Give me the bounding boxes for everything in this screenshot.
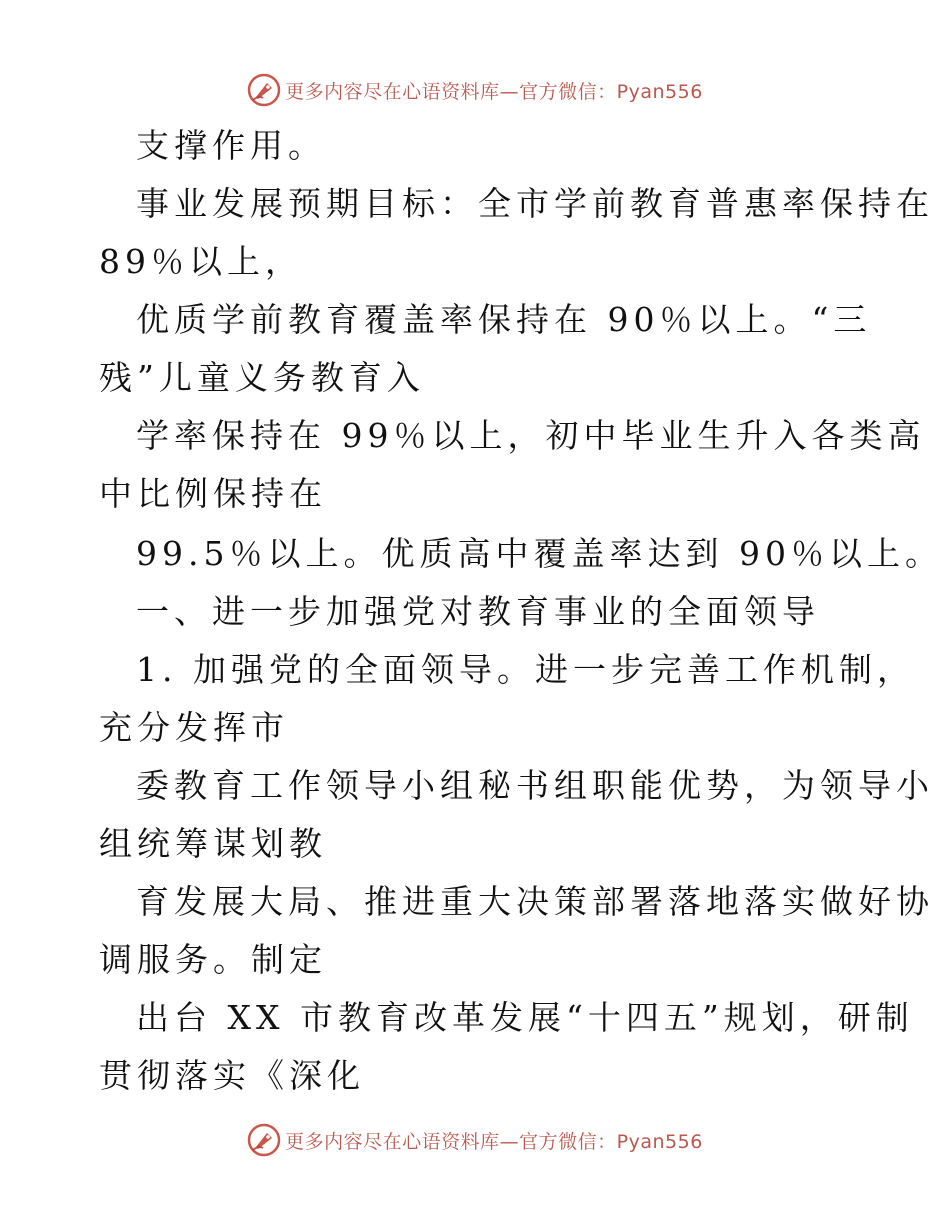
pen-nib-seal-icon <box>247 1123 281 1157</box>
text-line: 优质学前教育覆盖率保持在 90％以上。“三 <box>136 300 872 339</box>
text-line: 组统筹谋划教 <box>99 824 327 863</box>
text-line: 残”儿童义务教育入 <box>99 358 425 397</box>
watermark-text: 更多内容尽在心语资料库—官方微信：Pyan556 <box>285 80 703 103</box>
pen-nib-seal-icon <box>247 73 281 107</box>
text-line: 学率保持在 99％以上，初中毕业生升入各类高 <box>136 416 926 455</box>
text-line: 出台 XX 市教育改革发展“十四五”规划，研制 <box>136 998 914 1037</box>
text-line: 99.5％以上。优质高中覆盖率达到 90％以上。 <box>136 534 943 573</box>
text-line: 89％以上， <box>99 242 303 281</box>
footer-watermark <box>0 1120 950 1160</box>
text-line: 事业发展预期目标：全市学前教育普惠率保持在 <box>136 184 934 223</box>
text-line: 贯彻落实《深化 <box>99 1056 365 1095</box>
text-line: 1. 加强党的全面领导。进一步完善工作机制， <box>136 650 915 689</box>
header-watermark <box>0 70 950 110</box>
text-line: 调服务。制定 <box>99 940 327 979</box>
text-line: 支撑作用。 <box>136 126 326 165</box>
text-line: 充分发挥市 <box>99 708 289 747</box>
watermark-text: 更多内容尽在心语资料库—官方微信：Pyan556 <box>285 1130 703 1153</box>
text-line: 育发展大局、推进重大决策部署落地落实做好协 <box>136 882 934 921</box>
text-line: 中比例保持在 <box>99 474 327 513</box>
section-heading: 一、进一步加强党对教育事业的全面领导 <box>136 592 820 631</box>
text-line: 委教育工作领导小组秘书组职能优势，为领导小 <box>136 766 934 805</box>
